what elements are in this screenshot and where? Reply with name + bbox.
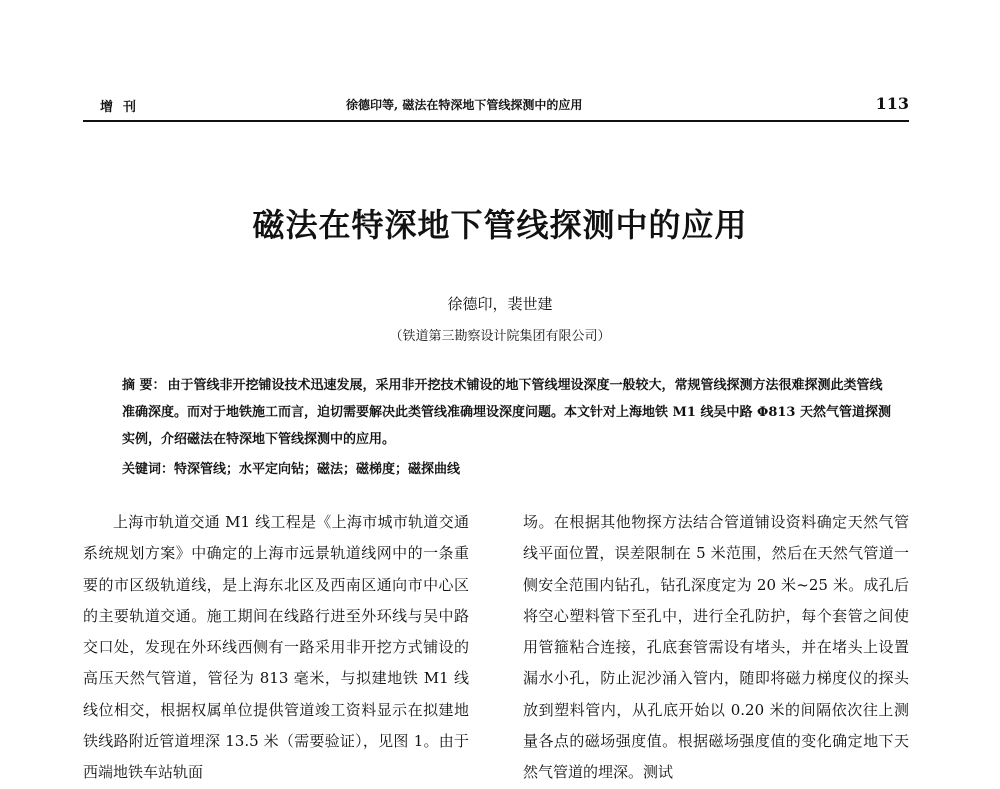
authors: 徐德印，裴世建 bbox=[447, 295, 553, 313]
abstract-label: 摘 要： bbox=[122, 378, 166, 393]
journal-section: 增刊 bbox=[100, 100, 147, 115]
page-number: 113 bbox=[875, 94, 909, 113]
keywords-label: 关键词： bbox=[122, 462, 175, 477]
keywords bbox=[122, 458, 892, 482]
affiliation: （铁道第三勘察设计院集团有限公司） bbox=[389, 329, 611, 344]
abstract-text: 由于管线非开挖铺设技术迅速发展，采用非开挖技术铺设的地下管线埋设深度一般较大，常规管线探测方法很难探测此类管线准确深度。而对于地铁施工而言，迫切需要解决此类管线准确埋设深度问题。本文针对上海地铁 M1 线吴中路 Φ813 天然气管道探测实例，介绍磁法在特深地下管线探测中的应用。 bbox=[122, 378, 892, 447]
abstract bbox=[122, 372, 892, 453]
body-column-right bbox=[523, 507, 909, 789]
header-rule bbox=[83, 120, 909, 122]
running-header bbox=[83, 94, 909, 120]
body-paragraph: 上海市轨道交通 M1 线工程是《上海市城市轨道交通系统规划方案》中确定的上海市远景轨道线网中的一条重要的市区级轨道线，是上海东北区及西南区通向市中心区的主要轨道交通。施工期间在线路行进至外环线与吴中路交口处，发现在外环线西侧有一路采用非开挖方式铺设的高压天然气管道，管径为 813 毫米，与拟建地铁 M1 线线位相交，根据权属单位提供管道竣工资料显示在拟建地铁线路附近管道埋深 13.5 米（需要验证），见图 1。由于西端地铁车站轨面 bbox=[83, 513, 469, 782]
running-title: 徐德印等, 磁法在特深地下管线探测中的应用 bbox=[346, 98, 583, 112]
article-title: 磁法在特深地下管线探测中的应用 bbox=[252, 206, 748, 244]
keywords-text: 特深管线；水平定向钻；磁法；磁梯度；磁探曲线 bbox=[174, 462, 461, 477]
body-paragraph: 场。在根据其他物探方法结合管道铺设资料确定天然气管线平面位置，误差限制在 5 米范围，然后在天然气管道一侧安全范围内钻孔，钻孔深度定为 20 米~25 米。成孔后将空心塑料管下至孔中，进行全孔防护，每个套管之间使用管箍粘合连接，孔底套管需设有堵头，并在堵头上设置漏水小孔，防止泥沙涌入管内，随即将磁力梯度仪的探头放到塑料管内，从孔底开始以 0.20 米的间隔依次往上测量各点的磁场强度值。根据磁场强度值的变化确定地下天然气管道的埋深。测试 bbox=[523, 513, 909, 782]
body-column-left bbox=[83, 507, 469, 789]
